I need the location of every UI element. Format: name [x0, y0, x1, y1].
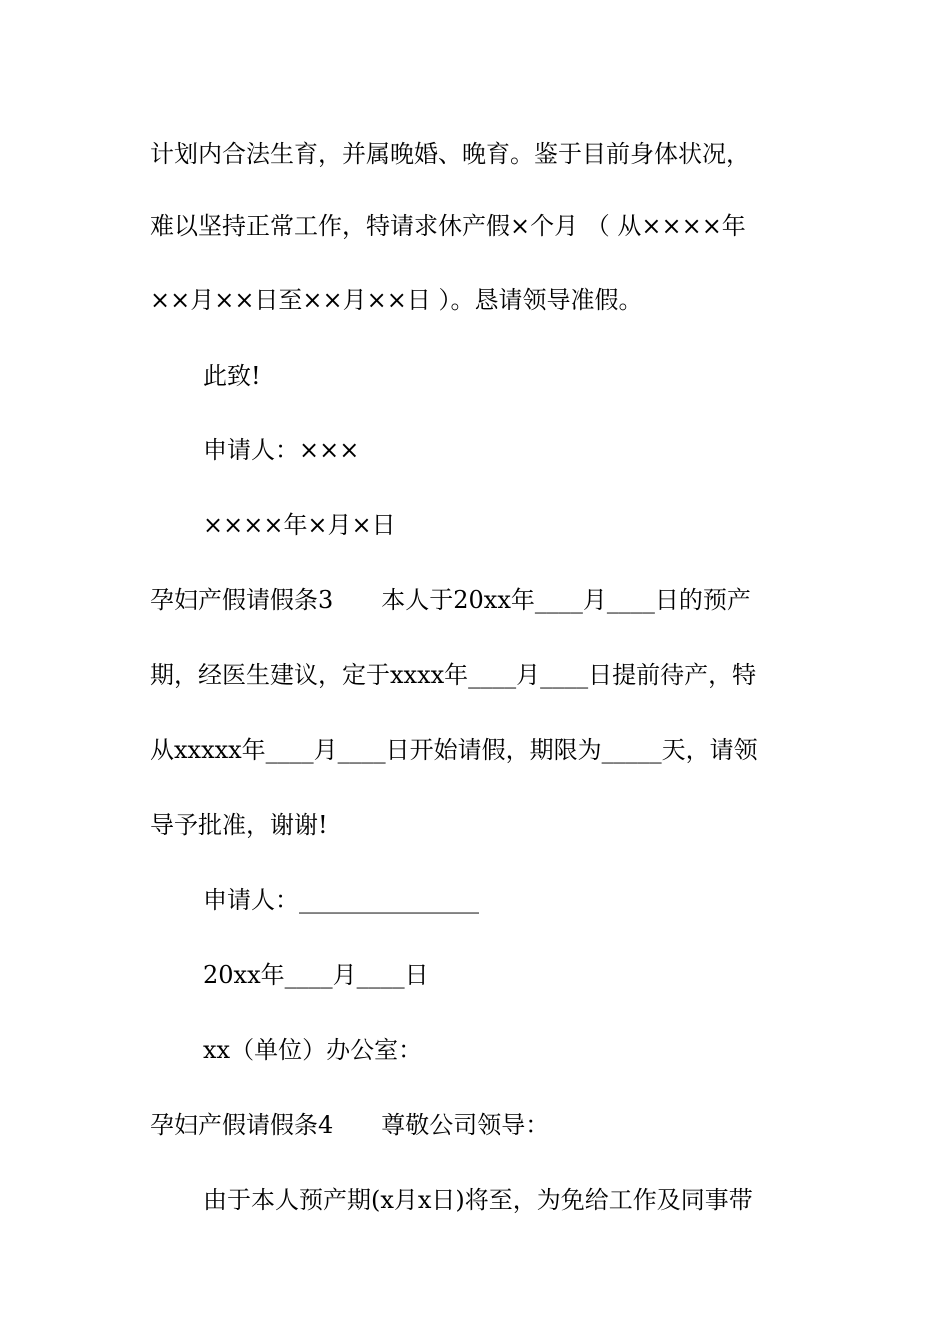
- applicant-line: 申请人：×××: [203, 436, 360, 464]
- salutation-line: 此致!: [203, 362, 261, 390]
- applicant-signature-line: 申请人：_______________: [203, 886, 479, 914]
- section-3-heading-line: 孕妇产假请假条3 本人于20xx年____月____日的预产: [150, 586, 751, 614]
- paragraph-line-3: ××月××日至××月××日 ）。恳请领导准假。: [150, 286, 643, 314]
- paragraph-line-1: 计划内合法生育，并属晚婚、晚育。鉴于目前身体状况，: [150, 140, 750, 168]
- date-line: ××××年×月×日: [203, 511, 396, 539]
- section-4-line-2: 由于本人预产期(x月x日)将至，为免给工作及同事带: [203, 1186, 753, 1214]
- section-3-line-4: 导予批准，谢谢!: [150, 811, 328, 839]
- paragraph-line-2: 难以坚持正常工作，特请求休产假×个月 （ 从××××年: [150, 212, 746, 240]
- section-3-line-2: 期，经医生建议，定于xxxx年____月____日提前待产，特: [150, 661, 757, 689]
- section-4-heading-line: 孕妇产假请假条4 尊敬公司领导：: [150, 1111, 550, 1139]
- addressee-line: xx（单位）办公室：: [203, 1036, 423, 1064]
- section-3-line-3: 从xxxxx年____月____日开始请假，期限为_____天，请领: [150, 736, 758, 764]
- date-blank-line: 20xx年____月____日: [203, 961, 429, 989]
